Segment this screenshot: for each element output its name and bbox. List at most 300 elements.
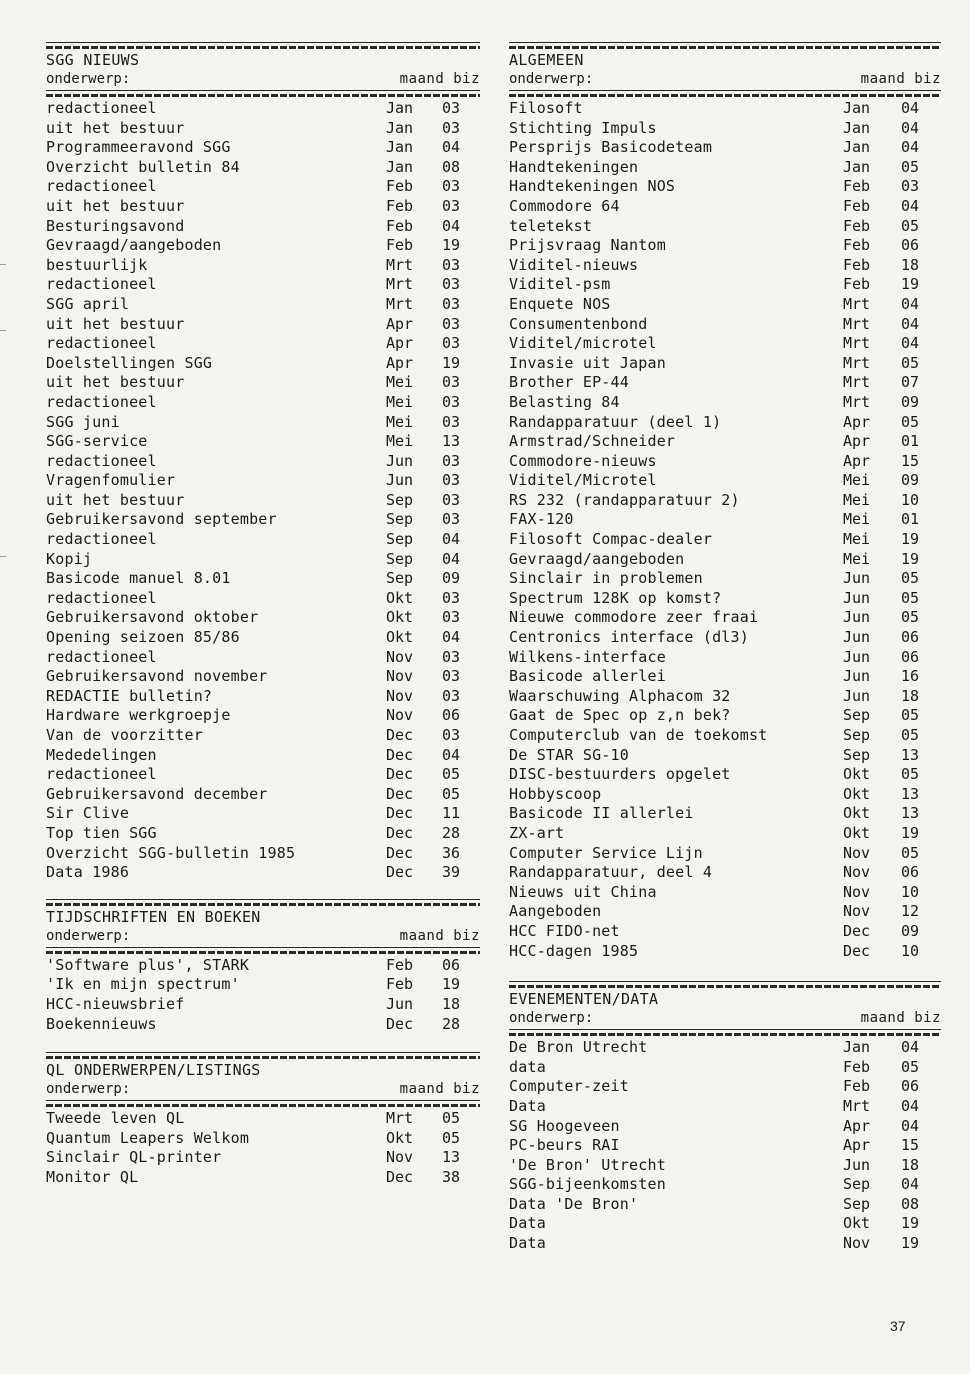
row-subject: Handtekeningen (509, 157, 639, 176)
row-page: 36 (442, 843, 461, 862)
row-month: Dec (386, 1014, 414, 1033)
row-month: Mei (386, 373, 414, 392)
row-subject: Gebruikersavond november (46, 667, 268, 686)
margin-mark (0, 264, 6, 265)
row-subject: Data 'De Bron' (509, 1194, 639, 1213)
row-page: 11 (442, 804, 461, 823)
row-subject: Nieuwe commodore zeer fraai (509, 608, 759, 627)
table-row (509, 334, 941, 354)
row-subject: Enquete NOS (509, 294, 611, 313)
row-month: Feb (386, 236, 414, 255)
row-page: 04 (901, 118, 920, 137)
row-month: Jun (843, 1155, 871, 1174)
table-row (509, 491, 941, 511)
row-page: 13 (442, 432, 461, 451)
row-page: 05 (901, 1057, 920, 1076)
table-row (509, 119, 941, 139)
row-subject: Viditel-psm (509, 275, 611, 294)
table-row (509, 667, 941, 687)
row-subject: Mededelingen (46, 745, 157, 764)
table-row (509, 589, 941, 609)
row-subject: redactioneel (46, 530, 157, 549)
table-row (46, 491, 480, 511)
row-subject: Consumentenbond (509, 314, 648, 333)
header-month-page: maand biz (399, 927, 480, 944)
table-row (509, 354, 941, 374)
row-month: Jun (386, 471, 414, 490)
table-row (509, 1117, 941, 1137)
table-row (509, 746, 941, 766)
row-subject: DISC-bestuurders opgelet (509, 765, 731, 784)
table-row (509, 883, 941, 903)
table-row (509, 217, 941, 237)
row-subject: Programmeeravond SGG (46, 138, 231, 157)
row-month: Nov (843, 1234, 871, 1253)
table-row (46, 393, 480, 413)
table-row (46, 217, 480, 237)
table-row (509, 706, 941, 726)
header-subject: onderwerp: (509, 1010, 594, 1027)
row-subject: Data 1986 (46, 863, 130, 882)
row-month: Mrt (843, 373, 871, 392)
row-month: Jun (843, 608, 871, 627)
header-month-page: maand biz (399, 71, 480, 87)
row-month: Mrt (386, 255, 414, 274)
row-subject: Vragenfomulier (46, 471, 176, 490)
row-month: Nov (386, 667, 414, 686)
row-month: Mrt (843, 1096, 871, 1115)
row-month: Feb (386, 955, 414, 974)
row-subject: uit het bestuur (46, 118, 185, 137)
row-page: 03 (442, 608, 461, 627)
row-page: 15 (901, 1136, 920, 1155)
table-row (46, 530, 480, 550)
section-header (46, 927, 480, 945)
row-month: Apr (843, 1116, 871, 1135)
row-month: Apr (843, 1136, 871, 1155)
row-month: Dec (386, 863, 414, 882)
row-month: Apr (843, 432, 871, 451)
row-page: 15 (901, 451, 920, 470)
row-month: Sep (386, 569, 414, 588)
row-subject: Filosoft (509, 99, 583, 117)
row-subject: Belasting 84 (509, 392, 620, 411)
row-page: 03 (901, 177, 920, 196)
table-row (509, 1058, 941, 1078)
row-page: 10 (901, 490, 920, 509)
row-subject: Data (509, 1096, 546, 1115)
row-subject: HCC FIDO-net (509, 921, 620, 940)
row-subject: Boekennieuws (46, 1014, 157, 1033)
table-row (509, 256, 941, 276)
section-rule (509, 1029, 941, 1036)
row-month: Jan (386, 138, 414, 157)
row-month: Apr (843, 451, 871, 470)
row-page: 05 (442, 784, 461, 803)
table-row (509, 236, 941, 256)
row-month: Dec (386, 726, 414, 744)
row-month: Mei (843, 549, 871, 568)
row-subject: Besturingsavond (46, 216, 185, 235)
section-rule (509, 42, 941, 49)
row-subject: Randapparatuur (deel 1) (509, 412, 722, 431)
row-subject: Filosoft Compac-dealer (509, 530, 713, 549)
row-subject: Doelstellingen SGG (46, 353, 213, 372)
row-subject: Commodore 64 (509, 196, 620, 215)
row-page: 03 (442, 177, 461, 196)
table-row (46, 275, 480, 295)
table-row (509, 1195, 941, 1215)
table-row (46, 119, 480, 139)
row-month: Mei (843, 510, 871, 529)
row-month: Dec (386, 843, 414, 862)
row-month: Okt (386, 628, 414, 647)
row-page: 03 (442, 412, 461, 431)
row-page: 13 (442, 1148, 461, 1167)
table-row (46, 975, 480, 995)
row-month: Jan (843, 1038, 871, 1057)
row-page: 07 (901, 373, 920, 392)
row-page: 39 (442, 863, 461, 882)
row-subject: Computerclub van de toekomst (509, 726, 768, 744)
header-subject: onderwerp: (46, 71, 131, 87)
table-row (509, 608, 941, 628)
table-row (509, 471, 941, 491)
row-subject: Gebruikersavond september (46, 510, 277, 529)
row-month: Feb (843, 177, 871, 196)
section-algemeen (509, 42, 941, 961)
row-page: 04 (901, 138, 920, 157)
row-subject: FAX-120 (509, 510, 574, 529)
row-subject: Gebruikersavond december (46, 784, 268, 803)
table-row (509, 413, 941, 433)
row-subject: Gevraagd/aangeboden (46, 236, 222, 255)
table-row (46, 648, 480, 668)
row-month: Feb (386, 196, 414, 215)
row-month: Feb (843, 275, 871, 294)
row-month: Mrt (843, 353, 871, 372)
row-subject: RS 232 (randapparatuur 2) (509, 490, 740, 509)
row-subject: Centronics interface (dl3) (509, 628, 749, 647)
table-row (509, 1156, 941, 1176)
row-page: 19 (442, 975, 461, 994)
row-page: 04 (901, 1116, 920, 1135)
section-header (46, 70, 480, 88)
row-page: 03 (442, 314, 461, 333)
row-page: 13 (901, 804, 920, 823)
row-subject: HCC-dagen 1985 (509, 941, 639, 960)
row-subject: Sinclair QL-printer (46, 1148, 222, 1167)
table-row (509, 1077, 941, 1097)
row-subject: Wilkens-interface (509, 647, 666, 666)
table-row (46, 295, 480, 315)
row-month: Sep (843, 1175, 871, 1194)
row-page: 03 (442, 118, 461, 137)
section-title: QL ONDERWERPEN/LISTINGS (46, 1061, 261, 1080)
row-page: 03 (442, 588, 461, 607)
row-subject: uit het bestuur (46, 196, 185, 215)
row-page: 09 (901, 392, 920, 411)
row-page: 05 (901, 353, 920, 372)
row-subject: SGG-service (46, 432, 148, 451)
row-subject: De STAR SG-10 (509, 745, 629, 764)
row-page: 18 (442, 994, 461, 1013)
row-subject: Nieuws uit China (509, 882, 657, 901)
row-page: 19 (901, 275, 920, 294)
table-row (509, 295, 941, 315)
row-page: 09 (442, 569, 461, 588)
row-subject: Spectrum 128K op komst? (509, 588, 722, 607)
table-row (46, 413, 480, 433)
row-page: 04 (442, 530, 461, 549)
row-month: Apr (843, 412, 871, 431)
table-row (46, 158, 480, 178)
row-month: Feb (386, 975, 414, 994)
row-subject: 'Ik en mijn spectrum' (46, 975, 240, 994)
section-title: SGG NIEUWS (46, 51, 140, 69)
row-month: Jun (843, 647, 871, 666)
row-page: 09 (901, 921, 920, 940)
table-row (46, 373, 480, 393)
row-page: 19 (901, 823, 920, 842)
row-page: 05 (442, 1128, 461, 1147)
table-row (509, 1136, 941, 1156)
row-subject: Randapparatuur, deel 4 (509, 863, 713, 882)
row-page: 04 (901, 1175, 920, 1194)
header-subject: onderwerp: (46, 1081, 131, 1098)
row-month: Apr (386, 353, 414, 372)
section-header (509, 1009, 941, 1027)
row-page: 19 (901, 1214, 920, 1233)
row-page: 04 (901, 334, 920, 353)
section-evenementen (509, 981, 941, 1254)
table-row (509, 1234, 941, 1254)
row-subject: data (509, 1057, 546, 1076)
table-row (509, 99, 941, 119)
row-month: Sep (386, 490, 414, 509)
table-row (509, 785, 941, 805)
table-row (509, 687, 941, 707)
row-subject: Opening seizoen 85/86 (46, 628, 240, 647)
table-row (509, 432, 941, 452)
row-subject: redactioneel (46, 392, 157, 411)
row-month: Jun (843, 667, 871, 686)
row-subject: redactioneel (46, 334, 157, 353)
table-row (46, 726, 480, 746)
row-subject: Waarschuwing Alphacom 32 (509, 686, 731, 705)
row-page: 04 (901, 1038, 920, 1057)
row-month: Feb (843, 216, 871, 235)
row-month: Jun (843, 588, 871, 607)
table-row (509, 373, 941, 393)
row-month: Jun (843, 686, 871, 705)
row-month: Mrt (386, 275, 414, 294)
row-month: Mei (843, 471, 871, 490)
row-subject: Sir Clive (46, 804, 130, 823)
row-page: 03 (442, 275, 461, 294)
row-month: Jan (843, 138, 871, 157)
row-subject: uit het bestuur (46, 314, 185, 333)
row-subject: Van de voorzitter (46, 726, 203, 744)
table-row (46, 1168, 480, 1188)
table-row (46, 746, 480, 766)
row-page: 04 (901, 314, 920, 333)
row-month: Okt (386, 588, 414, 607)
row-month: Dec (386, 804, 414, 823)
row-subject: Overzicht bulletin 84 (46, 157, 240, 176)
table-row (46, 956, 480, 976)
row-subject: SGG april (46, 294, 130, 313)
table-row (46, 785, 480, 805)
section-sgg-nieuws (46, 42, 480, 883)
row-page: 05 (442, 1109, 461, 1128)
header-month-page: maand biz (399, 1081, 480, 1098)
row-month: Sep (386, 549, 414, 568)
header-subject: onderwerp: (509, 71, 594, 87)
row-subject: redactioneel (46, 765, 157, 784)
row-page: 03 (442, 726, 461, 744)
row-subject: Gevraagd/aangeboden (509, 549, 685, 568)
row-page: 18 (901, 1155, 920, 1174)
table-row (509, 942, 941, 962)
row-subject: Viditel/microtel (509, 334, 657, 353)
row-page: 04 (901, 1096, 920, 1115)
section-title: ALGEMEEN (509, 51, 584, 69)
row-subject: teletekst (509, 216, 593, 235)
table-row (509, 1214, 941, 1234)
row-page: 09 (901, 471, 920, 490)
row-subject: Quantum Leapers Welkom (46, 1128, 250, 1147)
row-month: Okt (386, 608, 414, 627)
row-subject: Commodore-nieuws (509, 451, 657, 470)
table-row (509, 804, 941, 824)
row-subject: bestuurlijk (46, 255, 148, 274)
row-subject: SGG-bijeenkomsten (509, 1175, 666, 1194)
row-subject: uit het bestuur (46, 490, 185, 509)
row-page: 03 (442, 667, 461, 686)
row-month: Dec (843, 941, 871, 960)
section-rule (46, 899, 480, 906)
row-month: Jan (386, 118, 414, 137)
row-subject: Monitor QL (46, 1167, 139, 1186)
row-page: 10 (901, 882, 920, 901)
row-month: Jan (843, 118, 871, 137)
row-month: Mrt (843, 334, 871, 353)
row-page: 05 (901, 608, 920, 627)
row-page: 10 (901, 941, 920, 960)
row-page: 03 (442, 294, 461, 313)
row-month: Mei (386, 392, 414, 411)
row-subject: Tweede leven QL (46, 1109, 185, 1128)
row-page: 05 (901, 412, 920, 431)
row-subject: 'Software plus', STARK (46, 955, 250, 974)
row-subject: ZX-art (509, 823, 565, 842)
row-subject: Armstrad/Schneider (509, 432, 676, 451)
row-page: 03 (442, 99, 461, 117)
table-row (46, 452, 480, 472)
row-page: 03 (442, 392, 461, 411)
row-month: Jan (843, 99, 871, 117)
row-page: 06 (901, 647, 920, 666)
table-row (509, 902, 941, 922)
row-page: 01 (901, 432, 920, 451)
row-month: Okt (843, 765, 871, 784)
row-month: Mrt (386, 294, 414, 313)
row-subject: Computer Service Lijn (509, 843, 703, 862)
header-subject: onderwerp: (46, 927, 131, 944)
row-month: Nov (843, 902, 871, 921)
table-row (509, 393, 941, 413)
row-month: Nov (843, 843, 871, 862)
table-row (46, 138, 480, 158)
row-month: Feb (843, 196, 871, 215)
row-page: 03 (442, 196, 461, 215)
row-month: Sep (843, 1194, 871, 1213)
section-header (509, 70, 941, 88)
row-page: 19 (901, 1234, 920, 1253)
row-page: 04 (442, 549, 461, 568)
row-month: Jan (386, 157, 414, 176)
row-month: Okt (386, 1128, 414, 1147)
row-month: Nov (386, 686, 414, 705)
row-month: Jun (386, 451, 414, 470)
section-rule (46, 42, 480, 49)
row-page: 04 (442, 628, 461, 647)
table-row (46, 1109, 480, 1129)
table-row (509, 922, 941, 942)
row-subject: Basicode manuel 8.01 (46, 569, 231, 588)
row-page: 08 (442, 157, 461, 176)
row-subject: Hobbyscoop (509, 784, 602, 803)
row-month: Okt (843, 823, 871, 842)
row-page: 06 (901, 863, 920, 882)
row-subject: Gebruikersavond oktober (46, 608, 259, 627)
table-row (46, 687, 480, 707)
left-column (46, 40, 480, 1206)
row-subject: Handtekeningen NOS (509, 177, 676, 196)
row-subject: uit het bestuur (46, 373, 185, 392)
row-page: 06 (901, 236, 920, 255)
row-month: Feb (843, 236, 871, 255)
row-month: Feb (843, 1077, 871, 1096)
row-page: 28 (442, 823, 461, 842)
row-page: 01 (901, 510, 920, 529)
row-page: 19 (901, 530, 920, 549)
row-page: 04 (442, 138, 461, 157)
row-page: 19 (901, 549, 920, 568)
row-month: Sep (843, 726, 871, 744)
row-month: Dec (386, 823, 414, 842)
row-month: Mei (386, 432, 414, 451)
row-page: 18 (901, 686, 920, 705)
table-row (46, 354, 480, 374)
row-month: Dec (386, 745, 414, 764)
row-subject: redactioneel (46, 451, 157, 470)
table-row (509, 1038, 941, 1058)
row-page: 03 (442, 471, 461, 490)
table-row (46, 589, 480, 609)
table-row (46, 550, 480, 570)
row-page: 03 (442, 647, 461, 666)
table-row (509, 138, 941, 158)
row-subject: redactioneel (46, 99, 157, 117)
row-page: 06 (442, 706, 461, 725)
table-row (509, 452, 941, 472)
row-month: Nov (843, 863, 871, 882)
row-subject: Viditel/Microtel (509, 471, 657, 490)
row-subject: PC-beurs RAI (509, 1136, 620, 1155)
row-month: Jan (386, 99, 414, 117)
